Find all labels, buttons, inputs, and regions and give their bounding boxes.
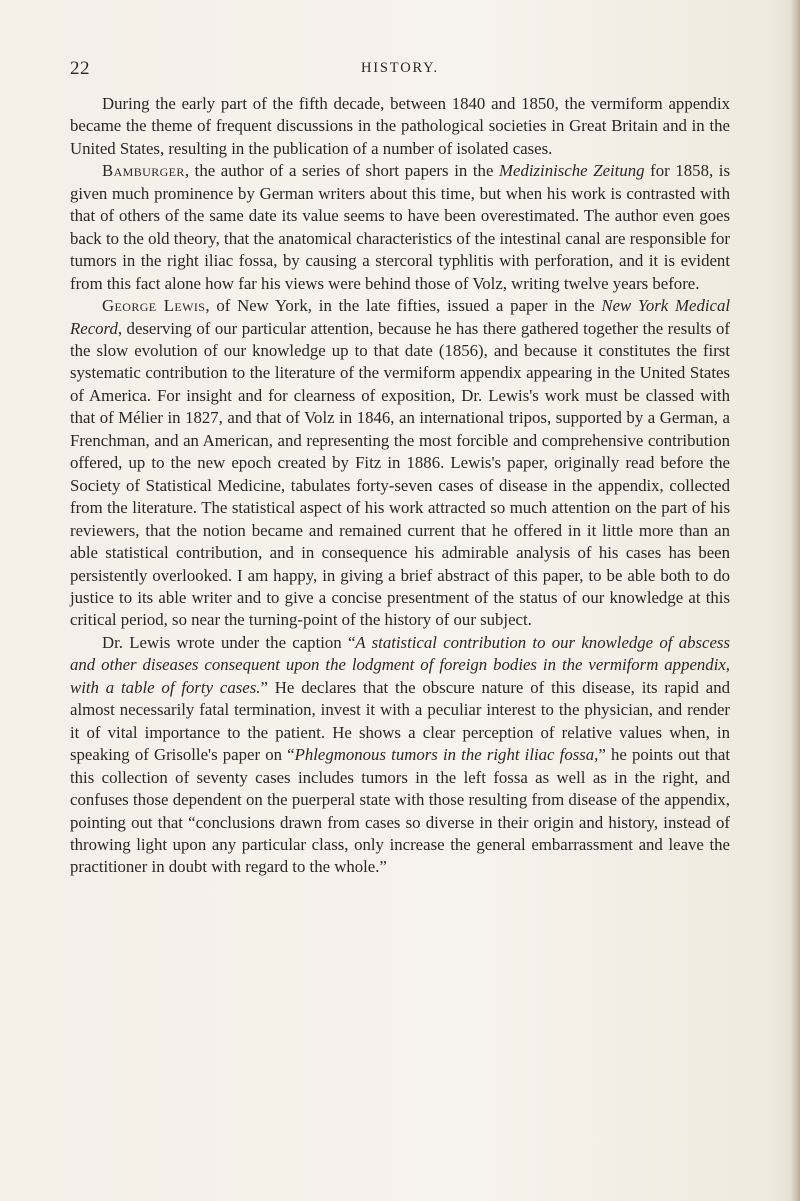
paragraph-3	[70, 295, 730, 632]
page-edge-shadow	[790, 0, 800, 1201]
paragraph-2-text-b: for 1858, is given much prominence by German writers about this time, but when his work is contrasted with that of others of the same date its value seems to have been overestimated. The author even goes back to the old theory, that the anatomical characteristics of the intestinal canal are responsible for tumors in the right iliac fossa, by causing a stercoral typhlitis with perforation, and it is evident from this fact alone how far his views were behind those of Volz, writing twelve years before.	[70, 161, 730, 293]
page-number: 22	[70, 58, 90, 79]
paragraph-1: During the early part of the fifth decade, between 1840 and 1850, the vermiform appendix became the theme of frequent discussions in the pathological societies in Great Britain and in the United States, resulting in the publication of a number of isolated cases.	[70, 94, 730, 158]
paragraph-4-text-c: ” he points out that this collection of seventy cases includes tumors in the left fossa as well as in the right, and confuses those dependent on the puerperal state with those resulting from disease of the appendix, pointing out that “conclusions drawn from cases so diverse in their origin and history, instead of throwing light upon any particular class, only increase the general embarrassment and leave the practitioner in doubt with regard to the whole.”	[70, 745, 730, 877]
running-head: HISTORY.	[361, 60, 439, 76]
journal-title-medizinische-zeitung: Medizinische Zeitung	[499, 161, 645, 181]
caption-title: A statistical contribution to our knowledge of abscess and other diseases consequent upon the lodgment of foreign bodies in the vermiform appendix, with a table of forty cases.	[70, 632, 730, 697]
paragraph-3-text-a: , of New York, in the late fifties, issued a paper in the	[205, 296, 602, 316]
body-text	[70, 93, 730, 879]
grisolle-paper-title: Phlegmonous tumors in the right iliac fossa,	[294, 745, 599, 765]
author-name-bamburger: Bamburger	[102, 161, 185, 181]
paragraph-4-text-b: ” He declares that the obscure nature of this disease, its rapid and almost necessarily fatal termination, invest it with a peculiar interest to the physician, and render it of vital importance to the patient. He shows a clear perception of relative values when, in speaking of Grisolle's paper on “	[70, 677, 730, 765]
paragraph-2	[70, 160, 730, 295]
paragraph-3-text-b: , deserving of our particular attention, because he has there gathered together the results of the slow evolution of our knowledge up to that date (1856), and because it constitutes the first systematic contribution to the literature of the vermiform appendix appearing in the United States of America. For insight and for clearness of exposition, Dr. Lewis's work must be classed with that of Mélier in 1827, and that of Volz in 1846, an international tripos, supported by a German, a Frenchman, and an American, and representing the most forcible and comprehensive contribution offered, up to the new epoch created by Fitz in 1886. Lewis's paper, originally read before the Society of Statistical Medicine, tabulates forty-seven cases of disease in the appendix, collected from the literature. The statistical aspect of his work attracted so much attention on the part of his reviewers, that the notion became and remained current that he offered in it little more than an able statistical contribution, and in consequence his admirable analysis of his cases has been persistently overlooked. I am happy, in giving a brief abstract of this paper, to be able both to do justice to its able writer and to give a concise presentment of the status of our knowledge at this critical period, so near the turning-point of the history of our subject.	[70, 318, 730, 630]
paragraph-2-text-a: , the author of a series of short papers in the	[184, 161, 500, 181]
journal-title-new-york-medical-record: New York Medical Record	[70, 296, 731, 338]
paragraph-4-text-a: Dr. Lewis wrote under the caption “	[102, 632, 356, 652]
page-header	[70, 58, 730, 82]
paragraph-4	[70, 632, 730, 879]
author-name-george-lewis: George Lewis	[102, 296, 206, 316]
